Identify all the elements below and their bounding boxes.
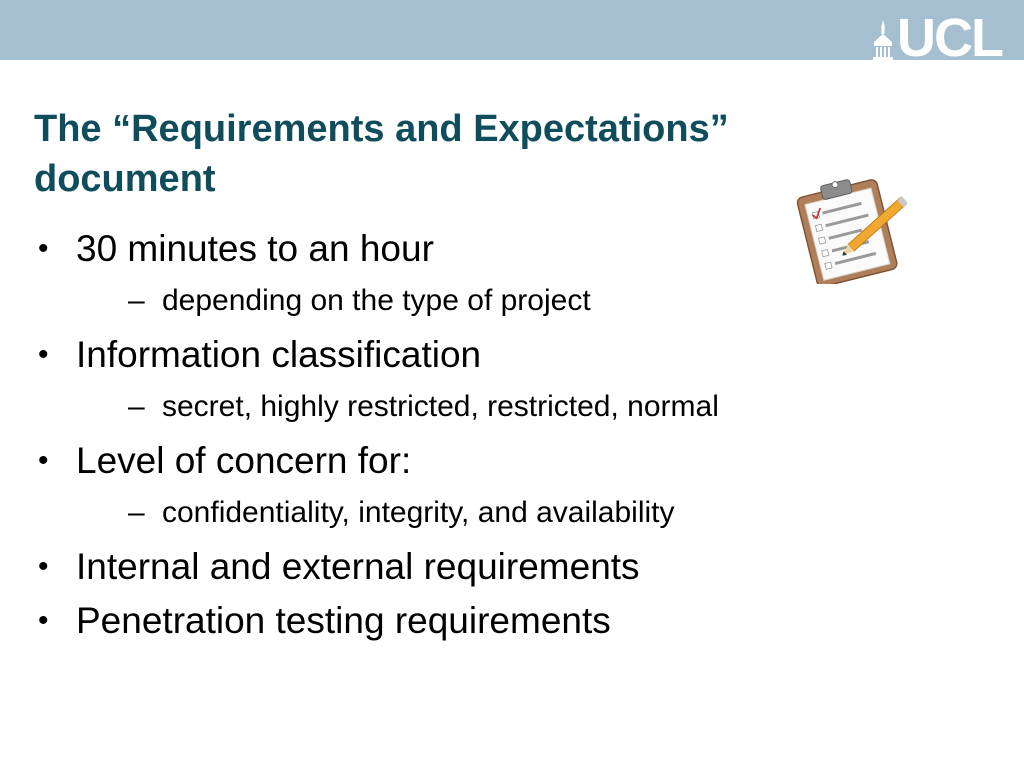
bullet-text: Level of concern for: <box>76 440 412 481</box>
bullet-dot: • <box>38 444 49 477</box>
bullet-dot: • <box>38 550 49 583</box>
bullet-text: Internal and external requirements <box>76 546 640 587</box>
sub-bullet-item <box>76 382 934 432</box>
sub-bullet-list <box>76 488 934 538</box>
header-band <box>0 0 1024 68</box>
bullet-list <box>34 222 934 648</box>
sub-bullet-list <box>76 382 934 432</box>
sub-bullet-text: secret, highly restricted, restricted, normal <box>162 390 719 423</box>
bullet-text: 30 minutes to an hour <box>76 228 434 269</box>
slide-title <box>34 104 824 204</box>
sub-bullet-dash: – <box>128 284 145 317</box>
sub-bullet-item <box>76 488 934 538</box>
bullet-item <box>34 594 934 648</box>
sub-bullet-dash: – <box>128 390 145 423</box>
ucl-portico-icon <box>873 20 893 60</box>
sub-bullet-text: depending on the type of project <box>162 284 591 317</box>
slide-title-line1: The “Requirements and Expectations” <box>34 108 729 150</box>
bullet-dot: • <box>38 338 49 371</box>
bullet-item <box>34 222 934 326</box>
bullet-text: Penetration testing requirements <box>76 600 611 641</box>
ucl-logo <box>873 8 1002 68</box>
bullet-dot: • <box>38 604 49 637</box>
sub-bullet-item <box>76 276 934 326</box>
sub-bullet-list <box>76 276 934 326</box>
bullet-item <box>34 540 934 594</box>
bullet-item <box>34 434 934 538</box>
slide-title-line2: document <box>34 158 216 200</box>
sub-bullet-dash: – <box>128 496 145 529</box>
bullet-item <box>34 328 934 432</box>
ucl-logo-text: UCL <box>897 8 1002 68</box>
bullet-text: Information classification <box>76 334 482 375</box>
bullet-dot: • <box>38 232 49 265</box>
sub-bullet-text: confidentiality, integrity, and availability <box>162 496 675 529</box>
